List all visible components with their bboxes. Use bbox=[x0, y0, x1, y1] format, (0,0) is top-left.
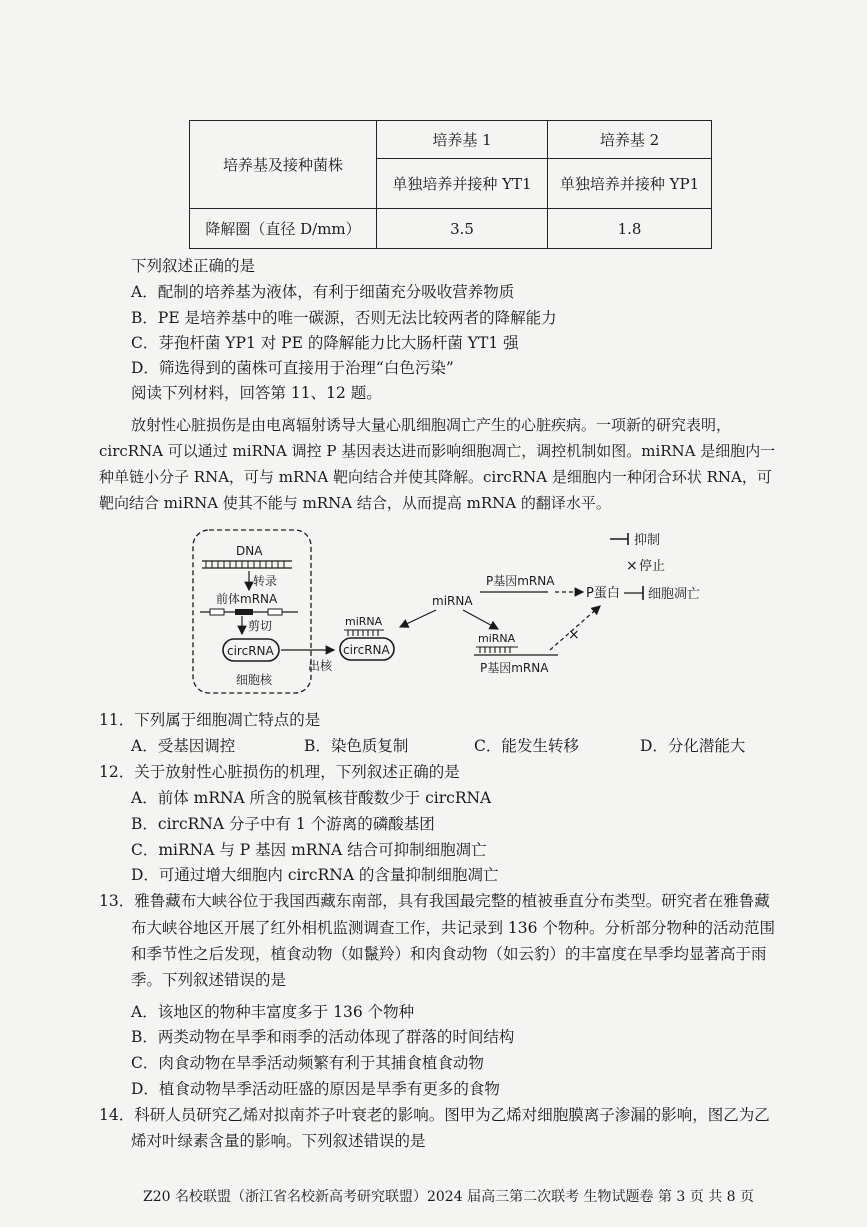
table-row2-label: 降解圈（直径 D/mm） bbox=[190, 209, 377, 249]
q11-option-c: C．能发生转移 bbox=[474, 737, 579, 755]
table-col2-header: 培养基 2 bbox=[548, 121, 712, 159]
legend-stop-icon: × bbox=[626, 558, 638, 574]
export-label: 出核 bbox=[308, 659, 333, 673]
regulation-diagram bbox=[180, 522, 740, 697]
table-col1-header: 培养基 1 bbox=[377, 121, 548, 159]
legend-stop-label: 停止 bbox=[639, 559, 666, 574]
table-col2-sub: 单独培养并接种 YP1 bbox=[548, 159, 712, 209]
q12-option-d: D．可通过增大细胞内 circRNA 的含量抑制细胞凋亡 bbox=[131, 866, 499, 884]
circrna-nucleus-label: circRNA bbox=[227, 644, 274, 658]
q13-option-d: D．植食动物旱季活动旺盛的原因是旱季有更多的食物 bbox=[131, 1080, 500, 1098]
q13-option-b: B．两类动物在旱季和雨季的活动体现了群落的时间结构 bbox=[131, 1028, 515, 1046]
q10-option-b: B．PE 是培养基中的唯一碳源，否则无法比较两者的降解能力 bbox=[131, 309, 557, 327]
pre-mrna-strand bbox=[200, 609, 298, 615]
legend bbox=[610, 532, 665, 574]
mirna-to-mrna-arrow bbox=[463, 610, 498, 629]
q12-option-a: A．前体 mRNA 所含的脱氧核苷酸数少于 circRNA bbox=[131, 789, 492, 807]
dna-label: DNA bbox=[236, 544, 263, 558]
q12-option-c: C．miRNA 与 P 基因 mRNA 结合可抑制细胞凋亡 bbox=[131, 841, 487, 859]
p-protein-label: P蛋白 bbox=[586, 586, 620, 601]
q13-line-2: 布大峡谷地区开展了红外相机监测调查工作，共记录到 136 个物种。分析部分物种的活动范围 bbox=[131, 919, 775, 937]
q13-line-4: 季。下列叙述错误的是 bbox=[131, 971, 287, 989]
mirna-center-label: miRNA bbox=[432, 594, 473, 608]
p-mrna-top-label: P基因mRNA bbox=[486, 574, 555, 588]
culture-table bbox=[189, 120, 712, 249]
mirna-bound-strand bbox=[344, 630, 384, 636]
transcription-label: 转录 bbox=[253, 574, 278, 588]
q10-option-a: A．配制的培养基为液体，有利于细菌充分吸收营养物质 bbox=[131, 283, 515, 301]
q14-line-1: 14．科研人员研究乙烯对拟南芥子叶衰老的影响。图甲为乙烯对细胞膜离子渗漏的影响，图乙为乙 bbox=[99, 1106, 770, 1124]
material-line-4: 靶向结合 miRNA 使其不能与 mRNA 结合，从而提高 mRNA 的翻译水平。 bbox=[99, 494, 611, 512]
q10-option-c: C．芽孢杆菌 YP1 对 PE 的降解能力比大肠杆菌 YT1 强 bbox=[131, 334, 519, 352]
q11-stem: 11．下列属于细胞凋亡特点的是 bbox=[99, 711, 321, 729]
material-line-2: circRNA 可以通过 miRNA 调控 P 基因表达进而影响细胞凋亡，调控机制如图。miRNA 是细胞内一 bbox=[99, 442, 776, 460]
q12-stem: 12．关于放射性心脏损伤的机理，下列叙述正确的是 bbox=[99, 763, 460, 781]
table-row2-val1: 3.5 bbox=[377, 209, 548, 249]
q12-option-b: B．circRNA 分子中有 1 个游离的磷酸基团 bbox=[131, 815, 435, 833]
table-row2-val2: 1.8 bbox=[548, 209, 712, 249]
mirna-to-circrna-arrow bbox=[400, 610, 436, 627]
nucleus-label: 细胞核 bbox=[236, 673, 273, 687]
page-footer: Z20 名校联盟（浙江省名校新高考研究联盟）2024 届高三第二次联考 生物试题卷 第 3 页 共 8 页 bbox=[143, 1189, 755, 1205]
pre-mrna-label: 前体mRNA bbox=[216, 592, 278, 606]
material-intro: 阅读下列材料，回答第 11、12 题。 bbox=[131, 384, 382, 402]
q11-option-a: A．受基因调控 bbox=[131, 737, 236, 755]
table-col1-sub: 单独培养并接种 YT1 bbox=[377, 159, 548, 209]
q13-line-3: 和季节性之后发现，植食动物（如鬣羚）和肉食动物（如云豹）的丰富度在旱季均显著高于雨 bbox=[131, 945, 767, 963]
q11-option-b: B．染色质复制 bbox=[304, 737, 409, 755]
q14-line-2: 烯对叶绿素含量的影响。下列叙述错误的是 bbox=[131, 1132, 426, 1150]
material-line-3: 种单链小分子 RNA，可与 mRNA 靶向结合并使其降解。circRNA 是细胞内一种闭合环状 RNA，可 bbox=[99, 468, 772, 486]
mirna-lower-strand bbox=[476, 647, 518, 653]
apoptosis-label: 细胞凋亡 bbox=[648, 587, 701, 602]
p-mrna-lower-label: P基因mRNA bbox=[480, 661, 549, 675]
mirna-bound-label: miRNA bbox=[345, 615, 383, 628]
splice-label: 剪切 bbox=[248, 619, 273, 633]
q13-option-a: A．该地区的物种丰富度多于 136 个物种 bbox=[131, 1003, 415, 1021]
table-row-header: 培养基及接种菌株 bbox=[190, 121, 377, 209]
legend-inhibit-label: 抑制 bbox=[634, 533, 661, 548]
q10-stem: 下列叙述正确的是 bbox=[131, 257, 256, 275]
dna-strand bbox=[202, 561, 292, 568]
q13-line-1: 13．雅鲁藏布大峡谷位于我国西藏东南部，具有我国最完整的植被垂直分布类型。研究者在雅鲁藏 bbox=[99, 892, 770, 910]
q11-option-d: D．分化潜能大 bbox=[640, 737, 746, 755]
stop-mark-icon: × bbox=[568, 627, 580, 643]
material-line-1: 放射性心脏损伤是由电离辐射诱导大量心肌细胞凋亡产生的心脏疾病。一项新的研究表明， bbox=[131, 416, 732, 434]
mirna-lower-label: miRNA bbox=[478, 632, 516, 645]
q10-option-d: D．筛选得到的菌株可直接用于治理“白色污染” bbox=[131, 359, 454, 377]
q13-option-c: C．肉食动物在旱季活动频繁有利于其捕食植食动物 bbox=[131, 1054, 484, 1072]
circrna-cyto-label: circRNA bbox=[343, 643, 390, 657]
